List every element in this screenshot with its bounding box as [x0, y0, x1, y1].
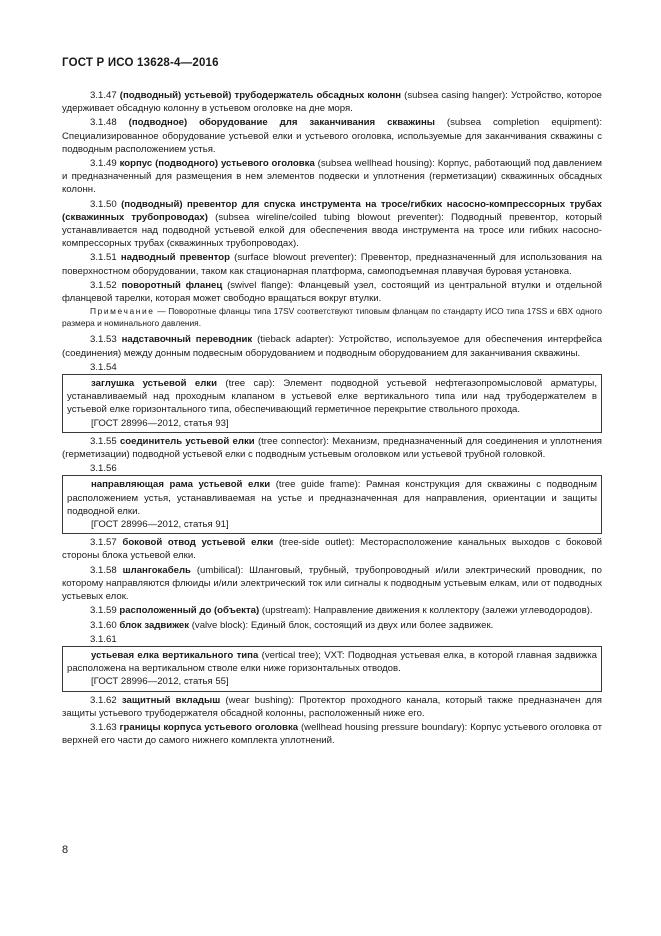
entry-number: 3.1.48 — [90, 117, 117, 129]
entry-3-1-57 — [62, 536, 602, 562]
entry-definition: (tree-side outlet): Месторасположение канальных выходов с боковой стороны блока устьевой елки. — [62, 537, 602, 562]
entry-3-1-51 — [62, 251, 602, 277]
entry-3-1-52 — [62, 279, 602, 305]
entry-definition: (subsea casing hanger): Устройство, которое удерживает обсадную колонну в устьевом оголовке на дне моря. — [62, 90, 602, 115]
entry-definition: (tree connector): Механизм, предназначенный для соединения и уплотнения (герметизации) подводной устьевой елки с подводным устьевым оголовком или устьевой трубной головкой. — [62, 435, 603, 461]
entry-number: 3.1.58 — [90, 564, 117, 576]
boxed-term-3-1-56 — [62, 475, 602, 534]
entry-term: поворотный фланец — [121, 279, 223, 291]
entry-3-1-59 — [62, 604, 602, 617]
boxed-definition — [67, 377, 597, 417]
entry-term: расположенный до (объекта) — [119, 605, 260, 617]
entry-number: 3.1.55 — [90, 435, 117, 447]
entry-3-1-50 — [62, 198, 602, 251]
entry-term: устьевая елка вертикального типа — [91, 649, 259, 661]
entry-number: 3.1.63 — [90, 721, 117, 733]
entry-number: 3.1.49 — [90, 158, 117, 170]
entry-term: боковой отвод устьевой елки — [122, 537, 274, 549]
entry-term: (подводный) превентор для спуска инструмента на тросе/гибких насосно-компрессорных трубах (скважинных трубопроводах) — [62, 198, 602, 223]
note — [62, 306, 602, 329]
document-header: ГОСТ Р ИСО 13628-4—2016 — [62, 57, 219, 69]
entry-number: 3.1.50 — [90, 198, 117, 210]
document-body — [62, 89, 602, 748]
source-reference: [ГОСТ 28996—2012, статья 93] — [91, 417, 229, 429]
entry-definition: (valve block): Единый блок, состоящий из двух или более задвижек. — [189, 619, 494, 631]
entry-number: 3.1.62 — [90, 694, 117, 706]
entry-term: соединитель устьевой елки — [119, 435, 255, 447]
entry-number: 3.1.59 — [90, 605, 117, 617]
entry-3-1-62 — [62, 694, 602, 720]
entry-3-1-49 — [62, 157, 602, 197]
boxed-term-3-1-61 — [62, 646, 602, 692]
entry-definition: (upstream): Направление движения к коллектору (залежи углеводородов). — [259, 605, 593, 617]
entry-number-3-1-54: 3.1.54 — [90, 361, 117, 373]
entry-term: надводный превентор — [120, 252, 230, 264]
entry-term: корпус (подводного) устьевого оголовка — [119, 158, 315, 170]
entry-number: 3.1.53 — [90, 334, 117, 346]
entry-term: заглушка устьевой елки — [91, 378, 218, 390]
entry-term: шлангокабель — [122, 564, 191, 576]
entry-term: (подводное) оборудование для заканчивания скважины — [128, 117, 435, 129]
entry-definition: (umbilical): Шланговый, трубный, трубопроводный и/или электрический проводник, по которому направляются флюиды и/или электрический ток или сигналы к подводным устьевым елкам, или от подводных устьевых елок. — [62, 564, 603, 603]
entry-3-1-60 — [62, 619, 602, 632]
boxed-definition — [67, 649, 597, 675]
note-text: — Поворотные фланцы типа 17SV соответствуют типовым фланцам по стандарту ИСО типа 17SS и 6BX одного размера и номинального давления. — [62, 306, 602, 328]
boxed-definition — [67, 478, 597, 518]
page-number: 8 — [62, 844, 69, 856]
entry-definition: (subsea wireline/coiled tubing blowout preventer): Подводный превентор, который устанавливается над подводной устьевой елкой для обеспечения ввода инструмента на тросе или гибких насосно-компрессорных трубах (скважинных трубопроводах). — [62, 211, 602, 250]
entry-term: границы корпуса устьевого оголовка — [119, 721, 299, 733]
note-label: Примечание — [90, 306, 155, 317]
entry-term: надставочный переводник — [121, 334, 253, 346]
entry-definition: (swivel flange): Фланцевый узел, состоящий из центральной втулки и отдельной фланцевой тарелки, которая может свободно вращаться вокруг втулки. — [62, 279, 602, 305]
entry-definition: (tieback adapter): Устройство, используемое для обеспечения интерфейса (соединения) между донным подвесным оборудованием и подводным оборудованием для заканчивания скважины. — [62, 334, 602, 359]
entry-3-1-47 — [62, 89, 602, 115]
entry-3-1-55 — [62, 435, 602, 461]
entry-definition: (wellhead housing pressure boundary): Корпус устьевого оголовка от верхней его части до самого нижнего комплекта уплотнений. — [62, 721, 602, 747]
entry-number: 3.1.57 — [90, 537, 117, 549]
entry-3-1-53 — [62, 333, 602, 359]
entry-term: защитный вкладыш — [121, 694, 221, 706]
source-reference: [ГОСТ 28996—2012, статья 55] — [91, 676, 229, 688]
entry-definition: (wear bushing): Протектор проходного канала, который также предназначен для защиты устьевого трубодержателя обсадной колонны, расположенный ниже его. — [62, 694, 602, 719]
entry-definition: (tree guide frame): Рамная конструкция для скважины с подводным расположением устья, устанавливаемая на устье и предназначенная для направления, ориентации и защиты подводной елки. — [67, 479, 597, 517]
entry-number: 3.1.52 — [90, 279, 117, 291]
entry-3-1-48 — [62, 116, 602, 156]
entry-definition: (surface blowout preventer): Превентор, предназначенный для использования на поверхностном оборудовании, таком как стационарная платформа, самоподъемная плавучая буровая установка. — [62, 252, 602, 277]
entry-number: 3.1.51 — [90, 252, 117, 264]
entry-definition: (subsea wellhead housing): Корпус, работающий под давлением и предназначенный для размещения в нем элементов подвески и уплотнения (герметизации) скважинных обсадных колонн. — [62, 158, 603, 196]
entry-definition: (subsea completion equipment): Специализированное оборудование устьевой елки и устьевого оголовка, используемые для заканчивания скважины с подводным расположением устья. — [62, 117, 602, 155]
entry-number: 3.1.47 — [90, 90, 117, 101]
entry-term: направляющая рама устьевой елки — [91, 479, 271, 491]
boxed-term-3-1-54 — [62, 374, 602, 433]
source-reference: [ГОСТ 28996—2012, статья 91] — [91, 519, 229, 531]
entry-3-1-58 — [62, 564, 602, 604]
entry-definition: (vertical tree); VXT: Подводная устьевая елка, в которой главная задвижка расположена на вертикальном стволе елки ниже горизонтальных отводов. — [67, 649, 597, 675]
entry-term: (подводный) устьевой) трубодержатель обсадных колонн — [119, 90, 402, 101]
entry-number-3-1-56: 3.1.56 — [90, 463, 117, 475]
entry-definition: (tree cap): Элемент подводной устьевой нефтегазопромысловой арматуры, устанавливаемый над проходным клапаном в устьевой елке вертикального типа или над трубодержателем в устьевой елке горизонтального типа, обеспечивающий герметичное перекрытие ствольного прохода. — [67, 378, 597, 416]
entry-number-3-1-61: 3.1.61 — [90, 633, 117, 645]
entry-term: блок задвижек — [119, 619, 190, 631]
entry-3-1-63 — [62, 721, 602, 747]
entry-number: 3.1.60 — [90, 619, 117, 631]
